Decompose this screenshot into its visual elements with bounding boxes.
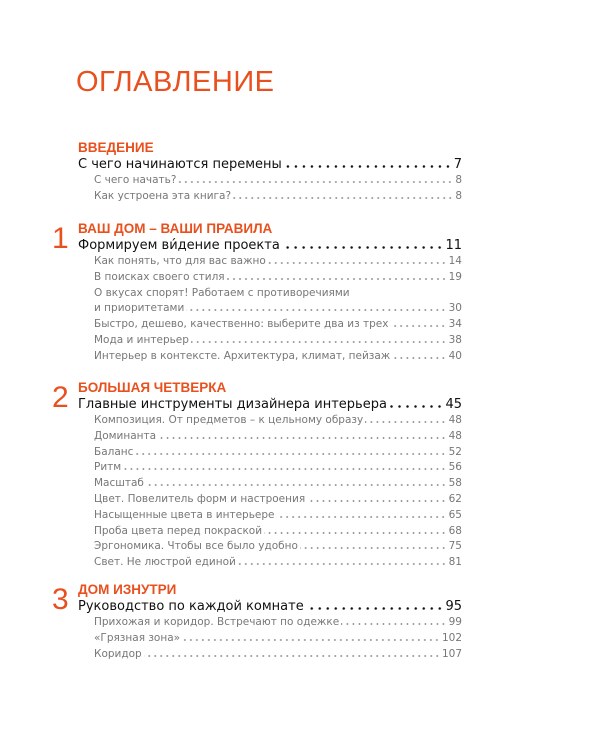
dot-leader (390, 325, 446, 327)
dot-leader (238, 563, 447, 565)
section-heading: БОЛЬШАЯ ЧЕТВЕРКА (78, 380, 227, 395)
page-number: 95 (445, 599, 462, 614)
dot-leader (264, 532, 447, 534)
entry-title: Доминанта (94, 429, 157, 442)
dot-leader (191, 341, 447, 343)
toc-section (52, 581, 462, 662)
page-number: 38 (448, 333, 462, 346)
toc-entry[interactable] (94, 270, 462, 286)
entry-title: Мода и интерьер (94, 333, 189, 346)
toc-entry[interactable] (94, 254, 462, 270)
page-number: 52 (448, 445, 462, 458)
dot-leader (284, 165, 452, 168)
page-number: 19 (448, 270, 462, 283)
page-number: 7 (453, 157, 462, 172)
entry-title: и приоритетами (94, 302, 185, 315)
page-number: 40 (448, 349, 462, 362)
dot-leader (282, 246, 444, 249)
section-heading: ВВЕДЕНИЕ (78, 140, 154, 155)
entry-title: С чего начинаются перемены (78, 157, 282, 172)
page-number: 8 (455, 174, 462, 186)
page-number: 65 (448, 508, 462, 521)
section-heading: ДОМ ИЗНУТРИ (78, 582, 177, 597)
chapter-number: 1 (52, 222, 69, 255)
entry-title: Проба цвета перед покраской (94, 524, 263, 537)
entry-title-line[interactable]: О вкусах спорят! Работаем с противоречиями (94, 286, 350, 299)
section-heading: ВАШ ДОМ – ВАШИ ПРАВИЛА (78, 221, 273, 236)
toc-entry[interactable] (94, 189, 462, 205)
entry-title: «Грязная зона» (94, 631, 181, 644)
dot-leader (276, 516, 446, 518)
page-number: 75 (448, 540, 462, 553)
dot-leader (389, 405, 444, 408)
toc-entry[interactable] (94, 460, 462, 476)
dot-leader (300, 547, 447, 549)
toc-entry[interactable] (94, 333, 462, 349)
entry-title: Композиция. От предметов – к цельному образу (94, 414, 364, 426)
toc-section (52, 220, 462, 365)
toc-entry[interactable] (94, 349, 462, 365)
page-number: 45 (445, 397, 462, 412)
page-number: 58 (448, 477, 462, 490)
dot-leader (135, 453, 446, 455)
chapter-number: 2 (52, 381, 69, 414)
dot-leader (365, 421, 446, 423)
dot-leader (182, 639, 440, 641)
entry-title: Свет. Не люстрой единой (94, 556, 236, 569)
toc-entry[interactable] (94, 524, 462, 540)
entry-title: Цвет. Повелитель форм и настроения (94, 492, 306, 505)
entry-title: Ритм (94, 461, 122, 474)
dot-leader (123, 468, 446, 470)
toc-entry[interactable] (94, 631, 462, 647)
dot-leader (227, 278, 447, 280)
toc-entry[interactable] (94, 317, 462, 333)
entry-title: Главные инструменты дизайнера интерьера (78, 397, 387, 412)
toc-entry[interactable] (94, 615, 462, 631)
page-number: 8 (455, 189, 462, 202)
entry-title: Прихожая и коридор. Встречают по одежке (94, 616, 340, 628)
dot-leader (233, 197, 453, 199)
page-number: 99 (448, 616, 462, 628)
toc-entry[interactable] (94, 476, 462, 492)
entry-title: Как устроена эта книга? (94, 189, 232, 202)
dot-leader (144, 655, 440, 657)
chapter-entry[interactable] (78, 396, 462, 413)
entry-title: Масштаб (94, 477, 144, 490)
dot-leader (306, 607, 444, 610)
page-number: 102 (441, 631, 462, 644)
entry-title: Как понять, что для вас важно (94, 255, 266, 267)
page-number: 81 (448, 556, 462, 569)
dot-leader (341, 623, 446, 625)
chapter-entry[interactable] (78, 598, 462, 615)
page-number: 48 (448, 429, 462, 442)
page-number: 11 (445, 238, 462, 253)
toc-entry[interactable] (94, 429, 462, 445)
page-number: 48 (448, 414, 462, 426)
toc-entry[interactable] (94, 413, 462, 429)
toc-entry[interactable] (94, 539, 462, 555)
dot-leader (392, 357, 446, 359)
chapter-entry[interactable] (78, 237, 462, 254)
page-title: ОГЛАВЛЕНИЕ (76, 66, 275, 98)
dot-leader (158, 437, 447, 439)
entry-title: Коридор (94, 647, 142, 660)
toc-section (52, 379, 462, 571)
entry-title: С чего начать? (94, 174, 177, 186)
page-number: 14 (448, 255, 462, 267)
page-number: 34 (448, 318, 462, 331)
toc-entry[interactable] (94, 445, 462, 461)
toc-entry[interactable] (94, 555, 462, 571)
dot-leader (186, 309, 446, 311)
page-number: 68 (448, 524, 462, 537)
dot-leader (307, 500, 446, 502)
toc-entry[interactable] (94, 647, 462, 663)
entry-title: Формируем ви́дение проекта (78, 238, 280, 253)
page-number: 30 (448, 302, 462, 315)
entry-title: Эргономика. Чтобы все было удобно (94, 540, 298, 553)
toc-entry[interactable] (94, 492, 462, 508)
toc-entry[interactable] (94, 173, 462, 189)
page-number: 62 (448, 492, 462, 505)
page-number: 107 (441, 647, 462, 660)
chapter-entry[interactable] (78, 156, 462, 173)
entry-title: Руководство по каждой комнате (78, 599, 304, 614)
entry-title: Интерьер в контексте. Архитектура, климат, пейзаж (94, 349, 391, 362)
page-number: 56 (448, 461, 462, 474)
dot-leader (178, 181, 453, 183)
entry-title: В поисках своего стиля (94, 270, 225, 283)
toc-section (78, 139, 462, 205)
entry-title: Быстро, дешево, качественно: выберите два из трех (94, 318, 389, 331)
entry-title: Насыщенные цвета в интерьере (94, 508, 275, 521)
dot-leader (268, 262, 447, 264)
dot-leader (146, 484, 447, 486)
entry-title: Баланс (94, 445, 134, 458)
toc-entry[interactable] (94, 508, 462, 524)
chapter-number: 3 (52, 583, 69, 616)
toc-entry[interactable] (94, 301, 462, 317)
